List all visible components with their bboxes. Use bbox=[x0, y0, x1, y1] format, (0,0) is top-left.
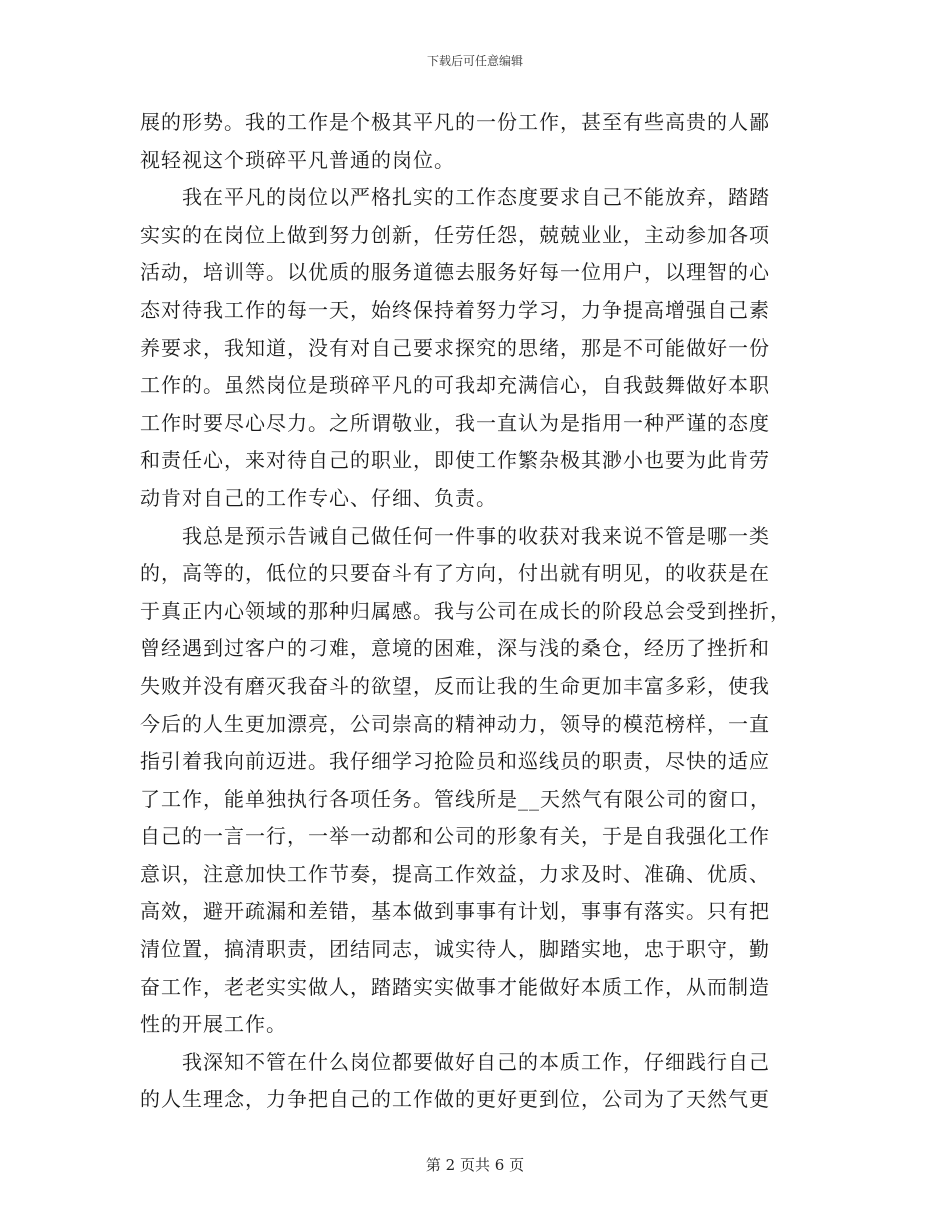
text-line: 今后的人生更加漂亮，公司崇高的精神动力，领导的模范榜样，一直 bbox=[140, 711, 770, 736]
text-line: 指引着我向前迈进。我仔细学习抢险员和巡线员的职责，尽快的适应 bbox=[140, 749, 770, 774]
text-line: 奋工作，老老实实做人，踏踏实实做事才能做好本质工作，从而制造 bbox=[140, 974, 770, 999]
text-line: 我在平凡的岗位以严格扎实的工作态度要求自己不能放弃，踏踏 bbox=[140, 185, 770, 210]
text-line: 我总是预示告诫自己做任何一件事的收获对我来说不管是哪一类 bbox=[140, 523, 770, 548]
text-line: 的人生理念，力争把自己的工作做的更好更到位，公司为了天然气更 bbox=[140, 1087, 770, 1112]
text-line: 清位置，搞清职责，团结同志，诚实待人，脚踏实地，忠于职守，勤 bbox=[140, 937, 770, 962]
text-line: 活动，培训等。以优质的服务道德去服务好每一位用户，以理智的心 bbox=[140, 260, 770, 285]
text-line: 养要求，我知道，没有对自己要求探究的思绪，那是不可能做好一份 bbox=[140, 335, 770, 360]
text-line: 态对待我工作的每一天，始终保持着努力学习，力争提高增强自己素 bbox=[140, 297, 770, 322]
text-line: 曾经遇到过客户的刁难，意境的困难，深与浅的桑仓，经历了挫折和 bbox=[140, 636, 770, 661]
text-line: 的，高等的，低位的只要奋斗有了方向，付出就有明见，的收获是在 bbox=[140, 561, 770, 586]
text-line: 失败并没有磨灭我奋斗的欲望，反而让我的生命更加丰富多彩，使我 bbox=[140, 673, 770, 698]
text-line: 视轻视这个琐碎平凡普通的岗位。 bbox=[140, 147, 455, 172]
text-line: 高效，避开疏漏和差错，基本做到事事有计划，事事有落实。只有把 bbox=[140, 899, 770, 924]
text-line: 展的形势。我的工作是个极其平凡的一份工作，甚至有些高贵的人鄙 bbox=[140, 110, 770, 134]
text-line: 我深知不管在什么岗位都要做好自己的本质工作，仔细践行自己 bbox=[140, 1049, 770, 1074]
text-line: 自己的一言一行，一举一动都和公司的形象有关，于是自我强化工作 bbox=[140, 824, 770, 849]
text-line: 于真正内心领域的那种归属感。我与公司在成长的阶段总会受到挫折， bbox=[140, 598, 791, 623]
text-line: 了工作，能单独执行各项任务。管线所是__天然气有限公司的窗口， bbox=[140, 786, 771, 811]
text-line: 和责任心，来对待自己的职业，即使工作繁杂极其渺小也要为此肯劳 bbox=[140, 448, 770, 473]
text-line: 工作的。虽然岗位是琐碎平凡的可我却充满信心，自我鼓舞做好本职 bbox=[140, 373, 770, 398]
text-line: 实实的在岗位上做到努力创新，任劳任怨，兢兢业业，主动参加各项 bbox=[140, 222, 770, 247]
text-line: 动肯对自己的工作专心、仔细、负责。 bbox=[140, 485, 497, 510]
text-line: 性的开展工作。 bbox=[140, 1012, 287, 1037]
page-footer: 第 2 页共 6 页 bbox=[425, 1156, 525, 1174]
document-body bbox=[140, 104, 800, 1119]
text-line: 工作时要尽心尽力。之所谓敬业，我一直认为是指用一种严谨的态度 bbox=[140, 410, 770, 435]
text-line: 意识，注意加快工作节奏，提高工作效益，力求及时、准确、优质、 bbox=[140, 861, 770, 886]
page-header: 下载后可任意编辑 bbox=[426, 54, 523, 68]
